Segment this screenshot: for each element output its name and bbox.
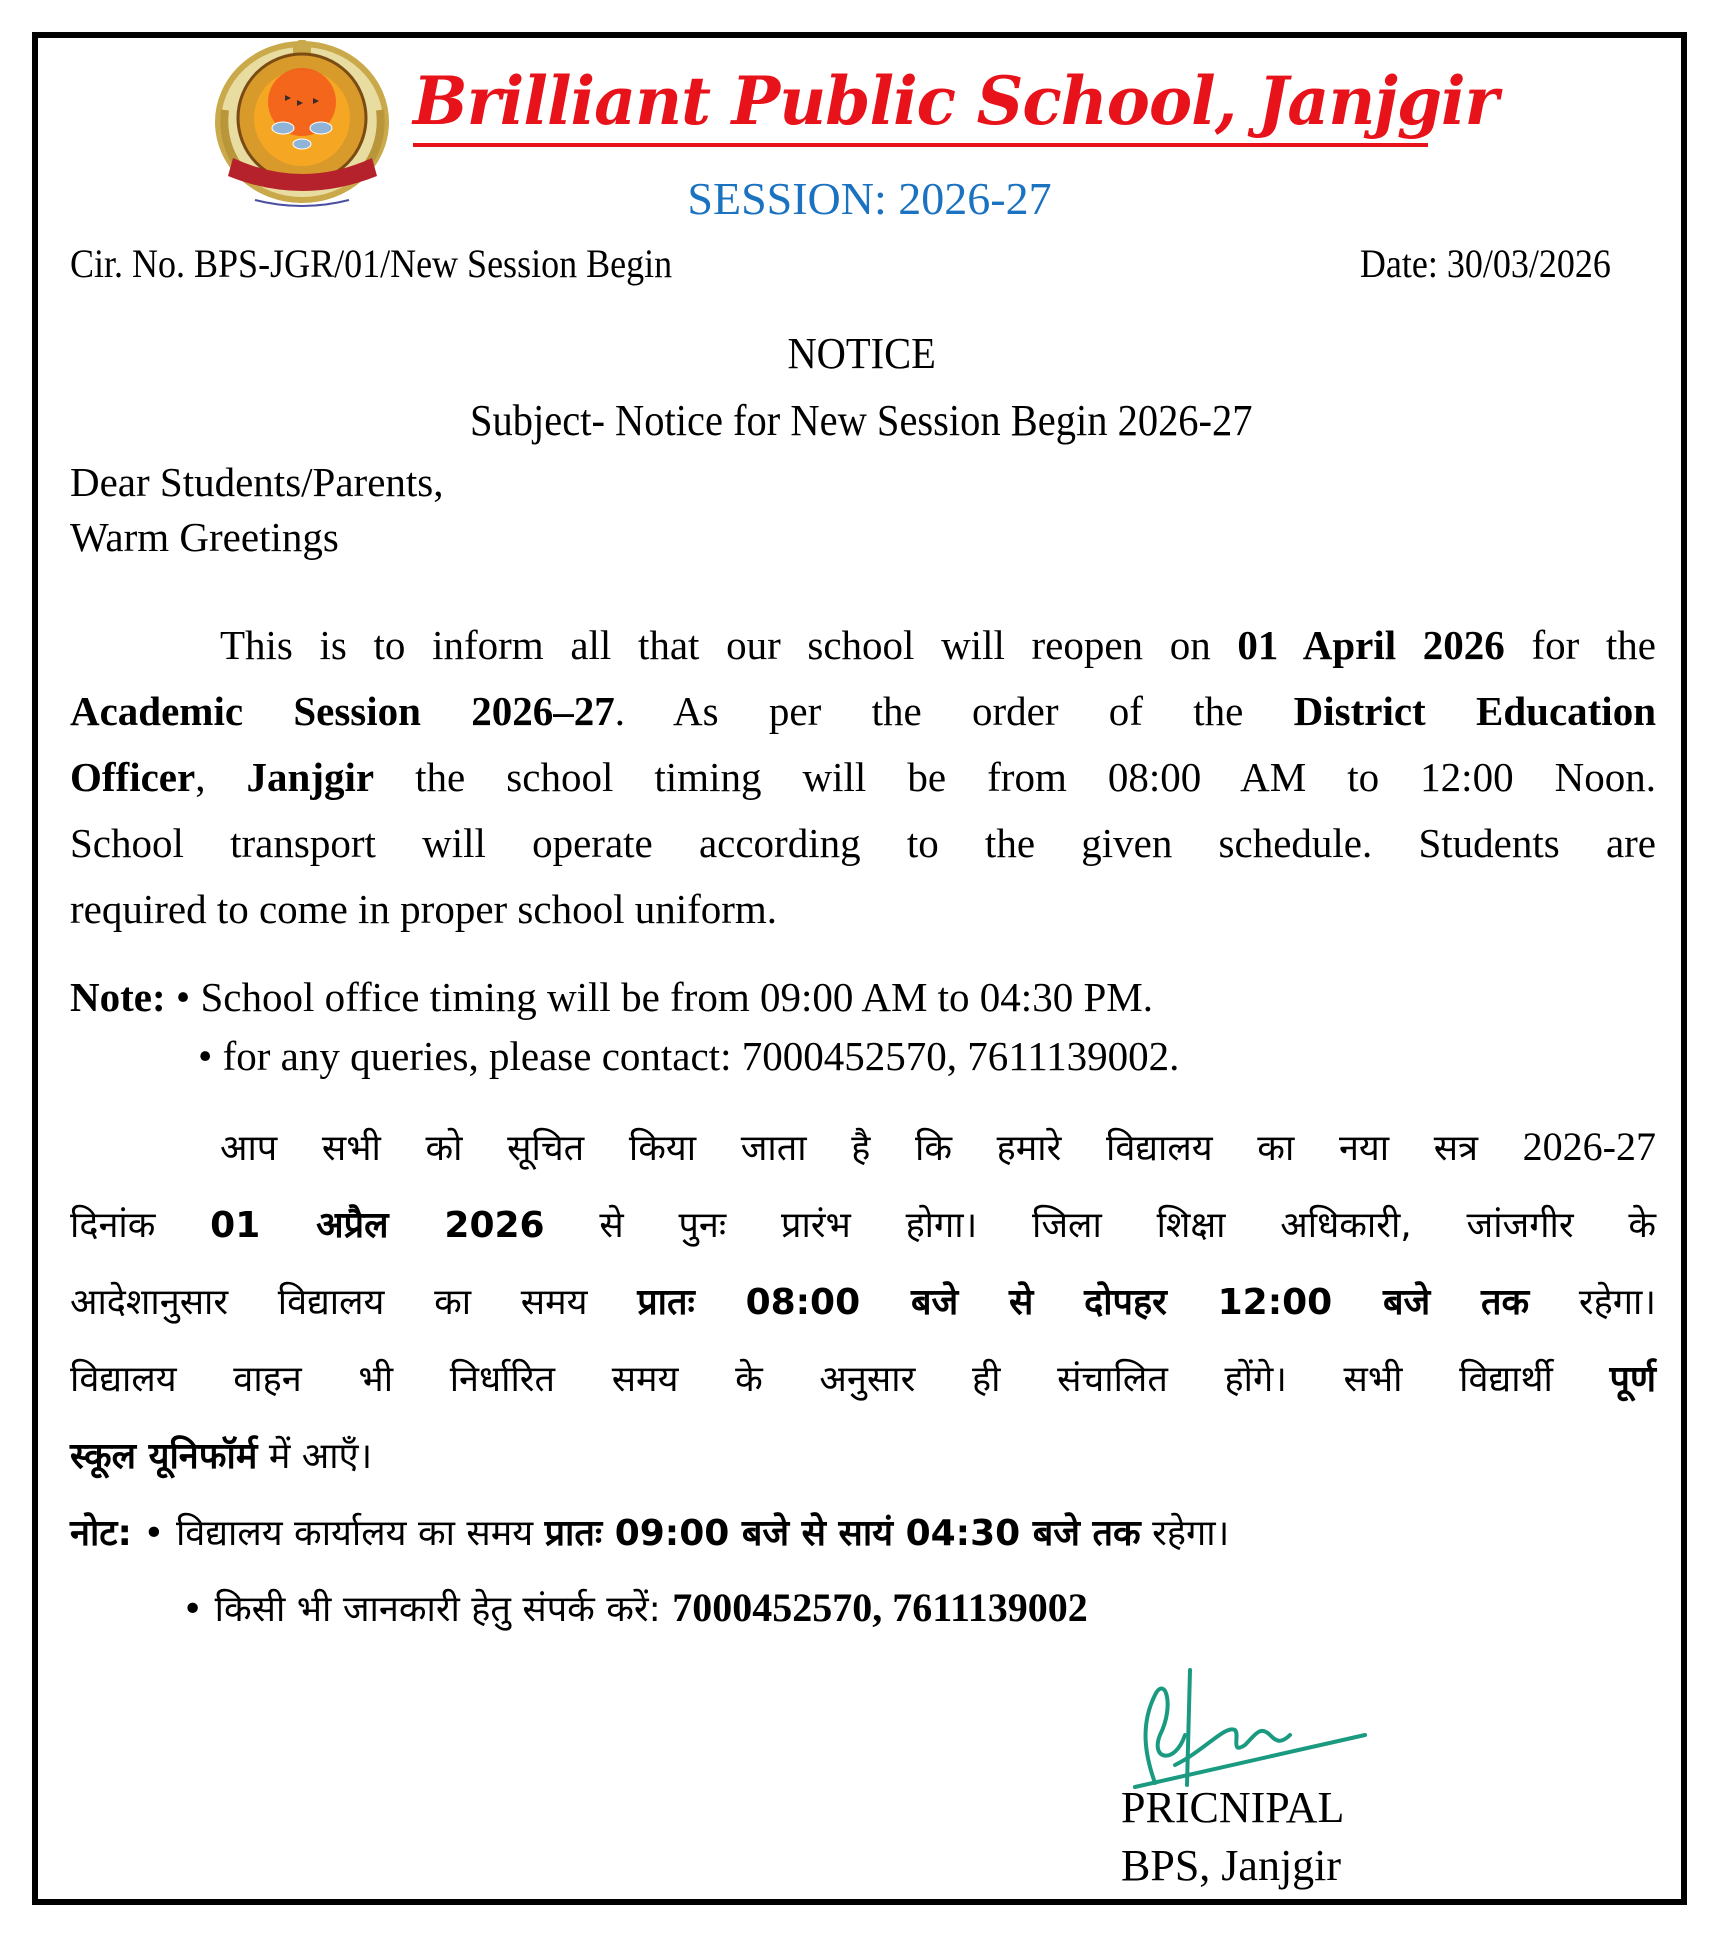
reopen-date: 01 अप्रैल 2026	[210, 1205, 545, 1246]
text: दिनांक	[70, 1205, 211, 1246]
english-paragraph	[70, 612, 1656, 942]
hindi-line-5	[70, 1418, 1656, 1495]
text: विद्यालय वाहन भी निर्धारित समय के अनुसार ही संचालित होंगे। सभी विद्यार्थी	[70, 1359, 1610, 1400]
text: for the	[1504, 622, 1656, 668]
text: में आएँ।	[257, 1436, 373, 1477]
text: . As per the order of the	[614, 688, 1294, 734]
text: This is to inform all that our school will reopen on	[220, 622, 1238, 668]
circular-number: Cir. No. BPS-JGR/01/New Session Begin	[70, 241, 673, 286]
hindi-note-item-2	[70, 1571, 1656, 1647]
hindi-note-item-1	[70, 1497, 1656, 1571]
title-underline	[413, 143, 1428, 147]
circular-date: Date: 30/03/2026	[1360, 241, 1611, 286]
session-text: SESSION: 2026-27	[687, 173, 1052, 224]
session-year: 2026-27	[1522, 1124, 1656, 1169]
hindi-line-1	[70, 1108, 1656, 1187]
signatory-title: PRICNIPAL	[1121, 1783, 1345, 1832]
school-timing: प्रातः 08:00 बजे से दोपहर 12:00 बजे तक	[637, 1282, 1530, 1323]
text: आदेशानुसार विद्यालय का समय	[70, 1282, 638, 1323]
academic-session: Academic Session 2026–27	[70, 688, 615, 734]
school-name: Brilliant Public School, Janjgir	[413, 62, 1498, 140]
contact-numbers: • for any queries, please contact: 7000452570, 7611139002.	[198, 1033, 1180, 1079]
text: आप सभी को सूचित किया जाता है कि हमारे विद्यालय का नया सत्र	[220, 1128, 1523, 1169]
english-note-item-2	[70, 1027, 1179, 1086]
text: • किसी भी जानकारी हेतु संपर्क करें:	[182, 1589, 673, 1630]
notice-heading-text: NOTICE	[787, 329, 936, 378]
school-timing: the school timing will be from 08:00 AM to 12:00 Noon.	[374, 754, 1657, 800]
english-note-item-1	[70, 968, 1179, 1027]
hindi-note	[70, 1497, 1656, 1647]
salutation: Dear Students/Parents,	[70, 459, 444, 505]
hindi-line-2	[70, 1187, 1656, 1264]
english-line-5: required to come in proper school uniform.	[70, 886, 778, 932]
text: से पुनः प्रारंभ होगा। जिला शिक्षा अधिकारी, जांजगीर के	[544, 1205, 1656, 1246]
authority: Officer	[70, 754, 196, 800]
greeting-line: Warm Greetings	[70, 514, 339, 560]
english-note	[70, 968, 1179, 1086]
office-timing: प्रातः 09:00 बजे से सायं 04:30 बजे तक	[544, 1513, 1141, 1554]
session-label	[0, 172, 1723, 225]
authority: District Education	[1293, 688, 1656, 734]
subject-line	[0, 395, 1723, 446]
uniform: स्कूल यूनिफॉर्म	[70, 1436, 258, 1477]
subject-text: Subject- Notice for New Session Begin 2026-27	[470, 396, 1253, 445]
signature-icon	[1115, 1665, 1405, 1795]
note-label: Note:	[70, 974, 166, 1020]
english-line-2	[70, 678, 1656, 744]
hindi-paragraph	[70, 1108, 1656, 1495]
text: • विद्यालय कार्यालय का समय	[131, 1513, 545, 1554]
english-line-3	[70, 744, 1656, 810]
text: ,	[195, 754, 247, 800]
district: Janjgir	[246, 754, 375, 800]
text: रहेगा।	[1529, 1282, 1656, 1323]
note-label: नोट:	[70, 1513, 132, 1554]
english-line-1	[70, 612, 1656, 678]
hindi-line-4	[70, 1341, 1656, 1418]
notice-heading	[0, 328, 1723, 379]
emphasis: पूर्ण	[1609, 1359, 1656, 1400]
reopen-date: 01 April 2026	[1237, 622, 1505, 668]
contact-numbers: 7000452570, 7611139002	[672, 1585, 1088, 1630]
hindi-line-3	[70, 1264, 1656, 1341]
signatory-org: BPS, Janjgir	[1121, 1841, 1342, 1890]
office-timing: • School office timing will be from 09:00 AM to 04:30 PM.	[175, 974, 1153, 1020]
text: रहेगा।	[1140, 1513, 1230, 1554]
english-line-4: School transport will operate according to the given schedule. Students are	[70, 820, 1656, 866]
